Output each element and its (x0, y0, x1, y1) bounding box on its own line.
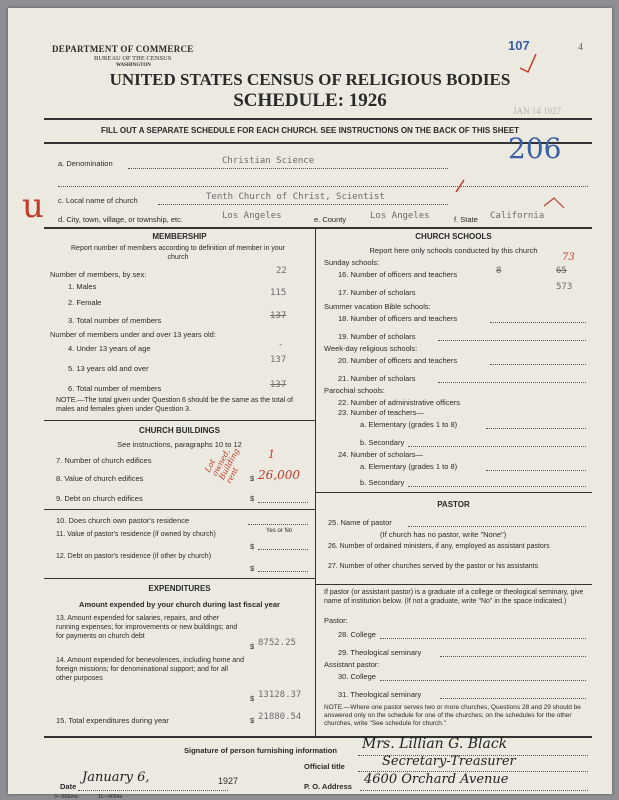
date-year: 1927 (218, 776, 239, 786)
buildings-sub: See instructions, paragraphs 10 to 12 (117, 440, 242, 449)
q22-label: 22. Number of administrative officers (338, 398, 460, 407)
q1-value: 22 (276, 266, 287, 276)
q4-value: - (278, 340, 284, 350)
q13-value: 8752.25 (258, 638, 296, 648)
q19-label: 19. Number of scholars (338, 332, 416, 341)
assistant-sublabel: Assistant pastor: (324, 660, 380, 669)
q16-value2: 65 (556, 266, 567, 276)
q27-label: 27. Number of other churches served by the pastor or his assistants (328, 563, 539, 570)
by-sex-label: Number of members, by sex: (50, 270, 147, 279)
yes-no-label: Yes or No (266, 528, 293, 534)
city-value: Los Angeles (222, 211, 282, 221)
fill-out-instruction: FILL OUT A SEPARATE SCHEDULE FOR EACH CHURCH. SEE INSTRUCTIONS ON THE BACK OF THIS SHEET (100, 126, 520, 135)
schedule-title: SCHEDULE: 1926 (233, 90, 387, 111)
handwritten-number: 206 (508, 132, 562, 165)
q7-label: 7. Number of church edifices (56, 456, 152, 465)
q2-label: 2. Female (68, 298, 102, 307)
form-title: UNITED STATES CENSUS OF RELIGIOUS BODIES (109, 70, 511, 89)
q20-label: 20. Number of officers and teachers (338, 356, 458, 365)
membership-note: NOTE.—The total given under Question 6 should be the same as the total of males and females given under Question 3. (56, 397, 293, 413)
denomination-label: a. Denomination (58, 159, 113, 168)
local-name-label: c. Local name of church (58, 196, 138, 205)
denomination-value: Christian Science (222, 156, 315, 166)
county-label: e. County (314, 215, 347, 224)
state-value: California (490, 211, 545, 221)
q26-label: 26. Number of ordained ministers, if any, employed as assistant pastors (328, 543, 550, 550)
q15-label: 15. Total expenditures during year (56, 716, 169, 725)
city-name: WASHINGTON (116, 63, 151, 68)
pastor-title: PASTOR (437, 500, 470, 509)
corner-mark: 4 (578, 42, 583, 53)
q31-label: 31. Theological seminary (338, 690, 422, 699)
q14-label: 14. Amount expended for benevolences, including home and foreign missions; for denominational support; and for all other purposes (56, 657, 244, 682)
pastor-sublabel: Pastor: (324, 616, 348, 625)
official-title-label: Official title (304, 762, 345, 771)
date-value: January 6, (82, 770, 150, 785)
q8-label: 8. Value of church edifices (56, 474, 144, 483)
q2-value: 115 (270, 288, 287, 298)
state-label: f. State (454, 215, 478, 224)
signature-value: Mrs. Lillian G. Black (362, 736, 508, 752)
weekday-label: Week-day religious schools: (324, 344, 418, 353)
buildings-title: CHURCH BUILDINGS (139, 426, 220, 435)
q10-label: 10. Does church own pastor's residence (56, 516, 190, 525)
expenditures-title: EXPENDITURES (148, 584, 211, 593)
q13-label: 13. Amount expended for salaries, repairs, and other running expenses; for improvements or new buildings; and for payments on church debt (56, 615, 238, 640)
membership-title: MEMBERSHIP (152, 232, 207, 241)
local-name-value: Tenth Church of Christ, Scientist (206, 192, 385, 202)
date-label: Date (60, 782, 77, 791)
print-code: 3—55Ema (54, 794, 78, 800)
red-check-marks (8, 8, 612, 794)
q28-label: 28. College (338, 630, 376, 639)
q17-label: 17. Number of scholars (338, 288, 416, 297)
q5-value: 137 (270, 355, 287, 365)
print-code-2: 11—9054a (98, 794, 123, 800)
under-over-label: Number of members under and over 13 years old: (50, 330, 216, 339)
schools-title: CHURCH SCHOOLS (415, 232, 492, 241)
q23b-label: b. Secondary (360, 438, 405, 447)
q3-value: 137 (270, 311, 287, 321)
q1-label: 1. Males (68, 282, 97, 291)
department-name: DEPARTMENT OF COMMERCE (52, 44, 194, 54)
q6-label: 6. Total number of members (68, 384, 162, 393)
q16-label: 16. Number of officers and teachers (338, 270, 458, 279)
q8-value: 26,000 (258, 468, 300, 482)
schools-sub: Report here only schools conducted by this church (369, 246, 538, 255)
q18-label: 18. Number of officers and teachers (338, 314, 458, 323)
official-title-value: Secretary-Treasurer (382, 754, 516, 769)
county-value: Los Angeles (370, 211, 430, 221)
received-date-stamp: JAN 14 1927 (513, 106, 562, 116)
q25-note: (If church has no pastor, write "None") (380, 530, 507, 539)
address-value: 4600 Orchard Avenue (364, 772, 509, 787)
q16-correction: 73 (562, 252, 575, 263)
pastor-note: NOTE.—Where one pastor serves two or more churches, Questions 28 and 29 should be answered only on the schedule for one of the churches; on the schedules for the other churches, write "See schedule for church." (324, 704, 581, 727)
q9-label: 9. Debt on church edifices (56, 494, 143, 503)
red-note: Lot owned, Building rent (203, 446, 242, 486)
q15-value: 21880.54 (258, 712, 302, 722)
q24-label: 24. Number of scholars— (338, 450, 424, 459)
sunday-label: Sunday schools: (324, 258, 380, 267)
q11-label: 11. Value of pastor's residence (if owned by church) (56, 531, 216, 538)
q5-label: 5. 13 years old and over (68, 364, 149, 373)
address-label: P. O. Address (304, 782, 352, 791)
q14-value: 13128.37 (258, 690, 302, 700)
expenditures-sub: Amount expended by your church during last fiscal year (79, 600, 280, 609)
q17-value: 573 (556, 282, 573, 292)
q4-label: 4. Under 13 years of age (68, 344, 151, 353)
graduate-note: If pastor (or assistant pastor) is a graduate of a college or theological seminary, give name of institution below. (If not a graduate, write "No" in the space indicated.) (324, 589, 584, 605)
q21-label: 21. Number of scholars (338, 374, 416, 383)
q7-value: 1 (268, 448, 275, 461)
q6-value: 137 (270, 380, 287, 390)
q24b-label: b. Secondary (360, 478, 405, 487)
q30-label: 30. College (338, 672, 376, 681)
bureau-name: BUREAU OF THE CENSUS (94, 55, 172, 62)
membership-intro: Report number of members according to definition of member in your church (71, 245, 285, 261)
census-form: DEPARTMENT OF COMMERCE BUREAU OF THE CENSUS WASHINGTON 107 4 JAN 14 1927 UNITED STATES CENSUS OF RELIGIOUS BODIES SCHEDULE: 1926 FILL OUT A SEPARATE SCHEDULE FOR EACH CHURCH. SEE INSTRUCTIONS ON THE BACK OF THIS SHEET 206 a. Denomination Christian Science c. Local name of church Tenth Church of Christ, Scientist u d. City, town, village, or township, etc. Los Angeles e. County Los Angeles f. State California MEMBERSHIP Report number of members according to definition of member in your church Number of members, by sex: 22 1. Males 2. Female 115 3. Total number of members 137 Number of members under and over 13 years old: 4. Under 13 years of age - 5. 13 years old and over 137 6. Total number of members 137 NOTE.—The total given under Question 6 should be the same as the total of males and females given under Question 3. CHURCH BUILDINGS See instructions, paragraphs 10 to 12 7. Number of church edifices 1 8. Value of church edifices $ 26,000 Lot owned, Building rent 9. Debt on church edifices $ 10. Does church own pastor's residence Yes or No 11. Value of pastor's residence (if owned by church) $ 12. Debt on pastor's residence (if other by church) $ EXPENDITURES Amount expended by your church during last fiscal year 13. Amount expended for salaries, repairs, and other running expenses; for improvements or new buildings; and for payments on church debt $ 8752.25 14. Amount expended for benevolences, including home and foreign missions; for denominational support; and for all other purposes $ 13128.37 15. Total expenditures during year $ 21880.54 CHURCH SCHOOLS Report here only schools conducted by this church Sunday schools: 16. Number of officers and teachers 8 65 73 17. Number of scholars 573 Summer vacation Bible schools: 18. Number of officers and teachers 19. Number of scholars Week-day religious schools: 20. Number of officers and teachers 21. Number of scholars Parochial schools: 22. Number of administrative officers 23. Number of teachers— a. Elementary (grades 1 to 8) b. Secondary 24. Number of scholars— a. Elementary (grades 1 to 8) b. Secondary PASTOR 25. Name of pastor (If church has no pastor, write "None") 26. Number of ordained ministers, if any, employed as assistant pastors 27. Number of other churches served by the pastor or his assistants If pastor (or assistant pastor) is a graduate of a college or theological seminary, give name of institution below. (If not a graduate, write "No" in the space indicated.) Pastor: 28. College 29. Theological seminary Assistant pastor: 30. College 31. Theological seminary NOTE.—Where one pastor serves two or more churches, Questions 28 and 29 should be answered only on the schedule for one of the churches; on the schedules for the other churches, write "See schedule for church." Signature of person furnishing information Mrs. Lillian G. Black Official title Secretary-Treasurer Date January 6, 1927 3—55Ema 11—9054a P. O. Address 4600 Orchard Avenue (8, 8, 612, 794)
q24a-label: a. Elementary (grades 1 to 8) (360, 462, 458, 471)
q23-label: 23. Number of teachers— (338, 408, 424, 417)
signature-label: Signature of person furnishing information (184, 746, 337, 755)
stamp-number: 107 (508, 38, 530, 53)
q12-label: 12. Debt on pastor's residence (if other by church) (56, 553, 212, 560)
q29-label: 29. Theological seminary (338, 648, 422, 657)
parochial-label: Parochial schools: (324, 386, 385, 395)
q16-value: 8 (496, 266, 502, 276)
margin-mark: u (22, 186, 44, 226)
city-label: d. City, town, village, or township, etc. (58, 215, 183, 224)
summer-label: Summer vacation Bible schools: (324, 302, 431, 311)
q25-label: 25. Name of pastor (328, 518, 392, 527)
q23a-label: a. Elementary (grades 1 to 8) (360, 420, 458, 429)
q3-label: 3. Total number of members (68, 316, 162, 325)
